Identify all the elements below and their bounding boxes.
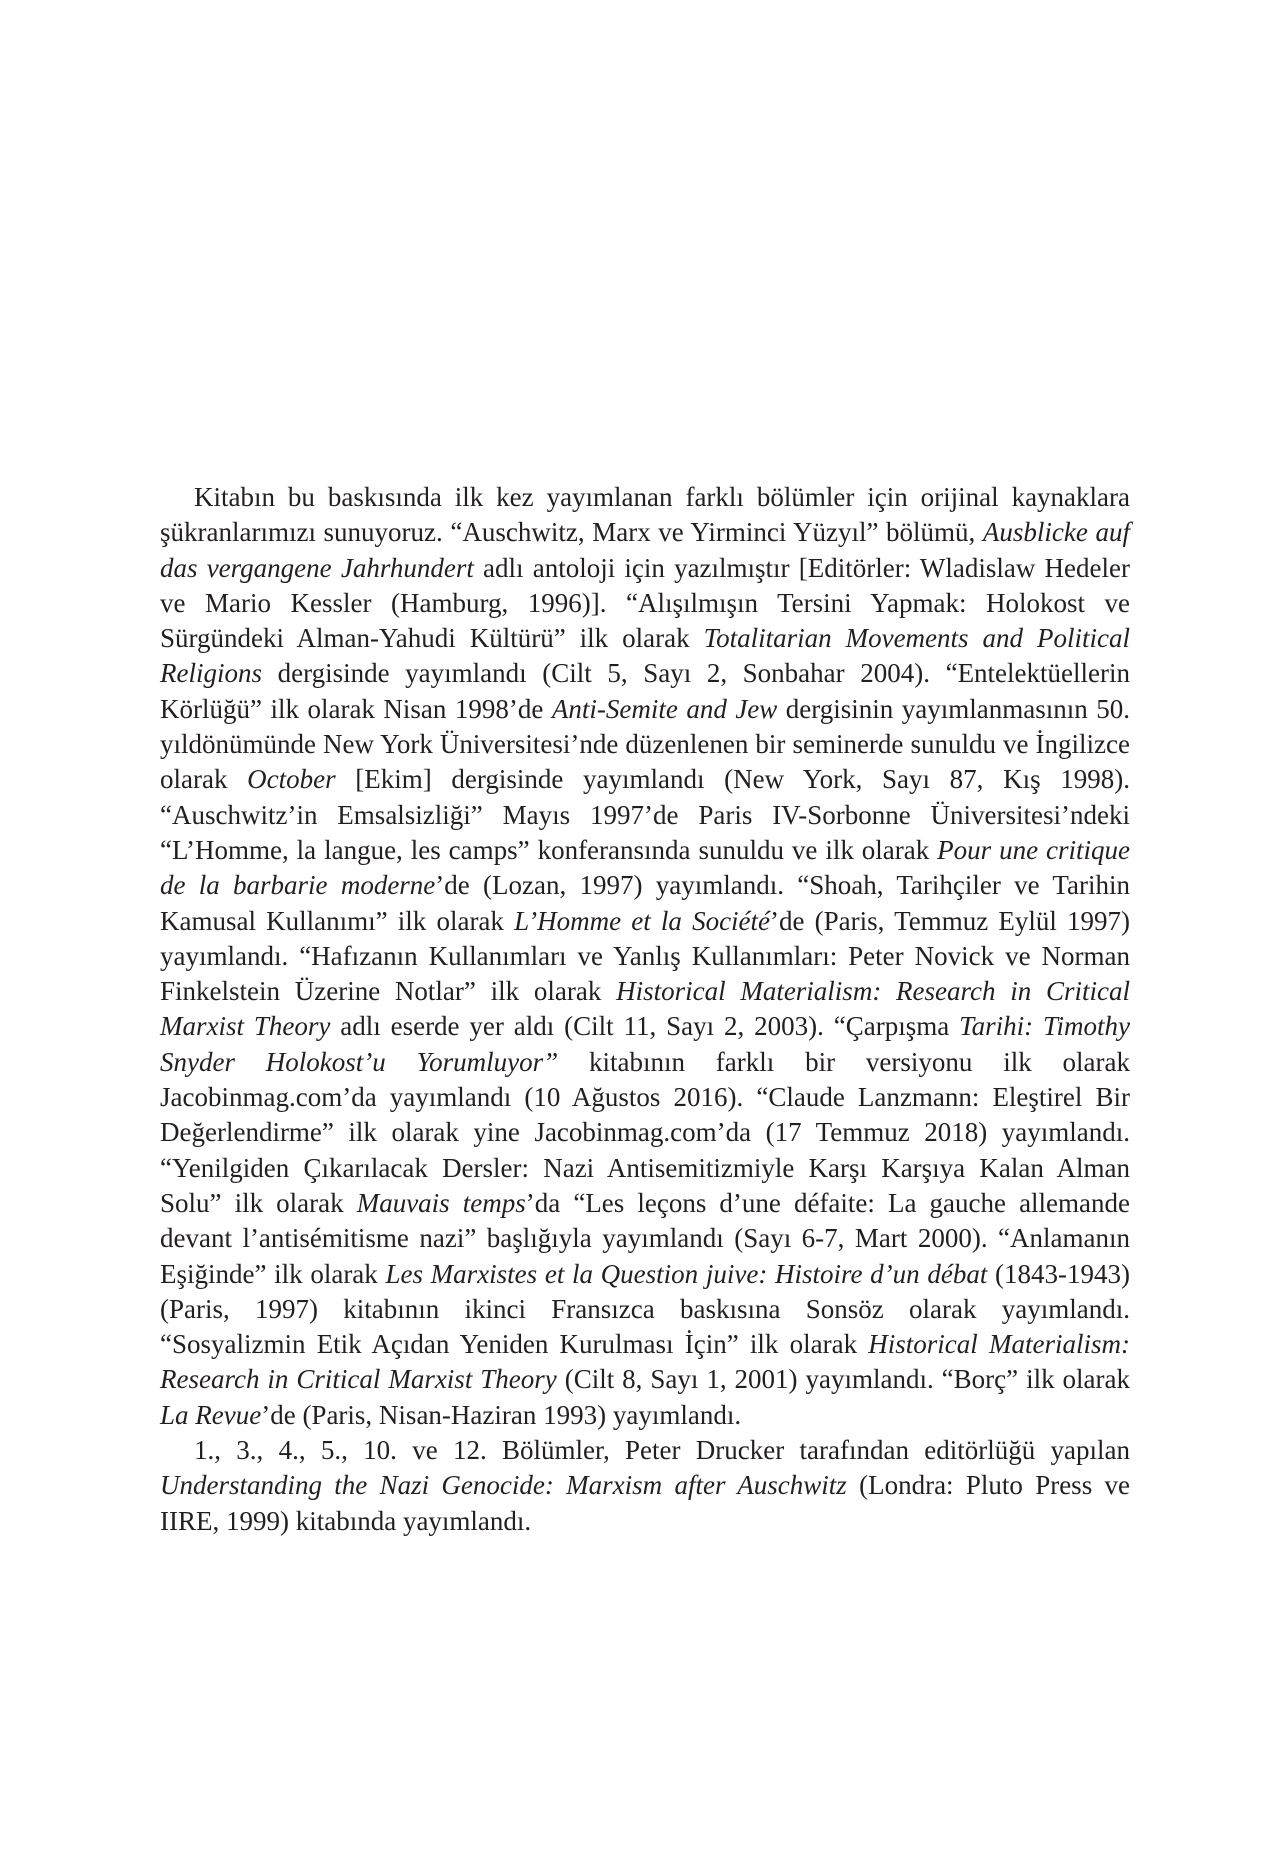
- journal-title: Historical Materialism: Research in Critical Marxist Theory: [160, 976, 1130, 1042]
- text-segment: dergisinin yayımlanmasının 50. yıldönümünde New York Üniversitesi’nde düzenlenen bir seminerde sunuldu ve İngilizce olarak: [160, 693, 1130, 795]
- text-segment: adlı eserde yer aldı (Cilt 11, Sayı 2, 2003). “Çarpışma: [330, 1011, 960, 1042]
- text-segment: [Ekim] dergisinde yayımlandı (New York, Sayı 87, Kış 1998). “Auschwitz’in Emsalsizliği” Mayıs 1997’de Paris IV-Sorbonne Üniversitesi’ndeki “L’Homme, la langue, les camps” konferansında sunuldu ve ilk olarak: [160, 764, 1130, 865]
- paragraph-chapters: [160, 1433, 1130, 1539]
- text-segment: (1843-1943) (Paris, 1997) kitabının ikinci Fransızca baskısına Sonsöz olarak yayımlandı. “Sosyalizmin Etik Açıdan Yeniden Kurulması İçin” ilk olarak: [160, 1258, 1130, 1360]
- journal-title: La Revue: [160, 1399, 262, 1430]
- book-title: Pour une critique de la barbarie moderne: [160, 834, 1130, 901]
- acknowledgements-text: [160, 480, 1130, 1539]
- text-segment: kitabının farklı bir versiyonu ilk olarak Jacobinmag.com’da yayımlandı (10 Ağustos 2016). “Claude Lanzmann: Eleştirel Bir Değerlendirme” ilk olarak yine Jacobinmag.com’da (17 Temmuz 2018) yayımlandı. “Yenilgiden Çıkarılacak Dersler: Nazi Antisemitizmiyle Karşı Karşıya Kalan Alman Solu” ilk olarak: [160, 1046, 1130, 1218]
- text-segment: ’de (Paris, Nisan-Haziran 1993) yayımlandı.: [261, 1399, 742, 1430]
- text-segment: (Cilt 8, Sayı 1, 2001) yayımlandı. “Borç” ilk olarak: [556, 1364, 1130, 1395]
- paragraph-sources: [160, 480, 1130, 1433]
- text-segment: ’de (Paris, Temmuz Eylül 1997) yayımlandı. “Hafızanın Kullanımları ve Yanlış Kullanımları: Peter Novick ve Norman Finkelstein Üzerine Notlar” ilk olarak: [160, 905, 1130, 1007]
- book-title: Ausblicke auf das vergangene Jahrhundert: [160, 517, 1130, 583]
- book-title: Les Marxistes et la Question juive: Histoire d’un débat: [385, 1258, 988, 1289]
- journal-title: Mauvais temps: [356, 1187, 526, 1218]
- journal-title: Anti-Semite and Jew: [551, 693, 778, 724]
- text-segment: ’da “Les leçons d’une défaite: La gauche allemande devant l’antisémitisme nazi” başlığıyla yayımlandı (Sayı 6-7, Mart 2000). “Anlamanın Eşiğinde” ilk olarak: [160, 1187, 1131, 1289]
- text-segment: dergisinde yayımlandı (Cilt 5, Sayı 2, Sonbahar 2004). “Entelektüellerin Körlüğü” ilk olarak Nisan 1998’de: [160, 658, 1130, 724]
- book-title: Understanding the Nazi Genocide: Marxism after Auschwitz: [160, 1470, 847, 1501]
- journal-title: L’Homme et la Société: [514, 905, 771, 936]
- text-segment: 1., 3., 4., 5., 10. ve 12. Bölümler, Peter Drucker tarafından editörlüğü yapılan: [194, 1435, 1130, 1466]
- text-segment: adlı antoloji için yazılmıştır [Editörler: Wladislaw Hedeler ve Mario Kessler (Hamburg, 1996)]. “Alışılmışın Tersini Yapmak: Holokost ve Sürgündeki Alman-Yahudi Kültürü” ilk olarak: [160, 552, 1131, 654]
- journal-title: Totalitarian Movements and Political Religions: [160, 623, 1130, 689]
- journal-title: October: [247, 764, 336, 795]
- text-segment: Kitabın bu baskısında ilk kez yayımlanan farklı bölümler için orijinal kaynaklara şükranlarımızı sunuyoruz. “Auschwitz, Marx ve Yirminci Yüzyıl” bölümü,: [160, 482, 1130, 548]
- text-segment: ’de (Lozan, 1997) yayımlandı. “Shoah, Tarihçiler ve Tarihin Kamusal Kullanımı” ilk olarak: [160, 870, 1130, 936]
- journal-title: Historical Materialism: Research in Critical Marxist Theory: [160, 1329, 1130, 1395]
- book-title: Tarihi: Timothy Snyder Holokost’u Yorumluyor”: [160, 1011, 1131, 1077]
- text-segment: (Londra: Pluto Press ve IIRE, 1999) kitabında yayımlandı.: [160, 1470, 1130, 1536]
